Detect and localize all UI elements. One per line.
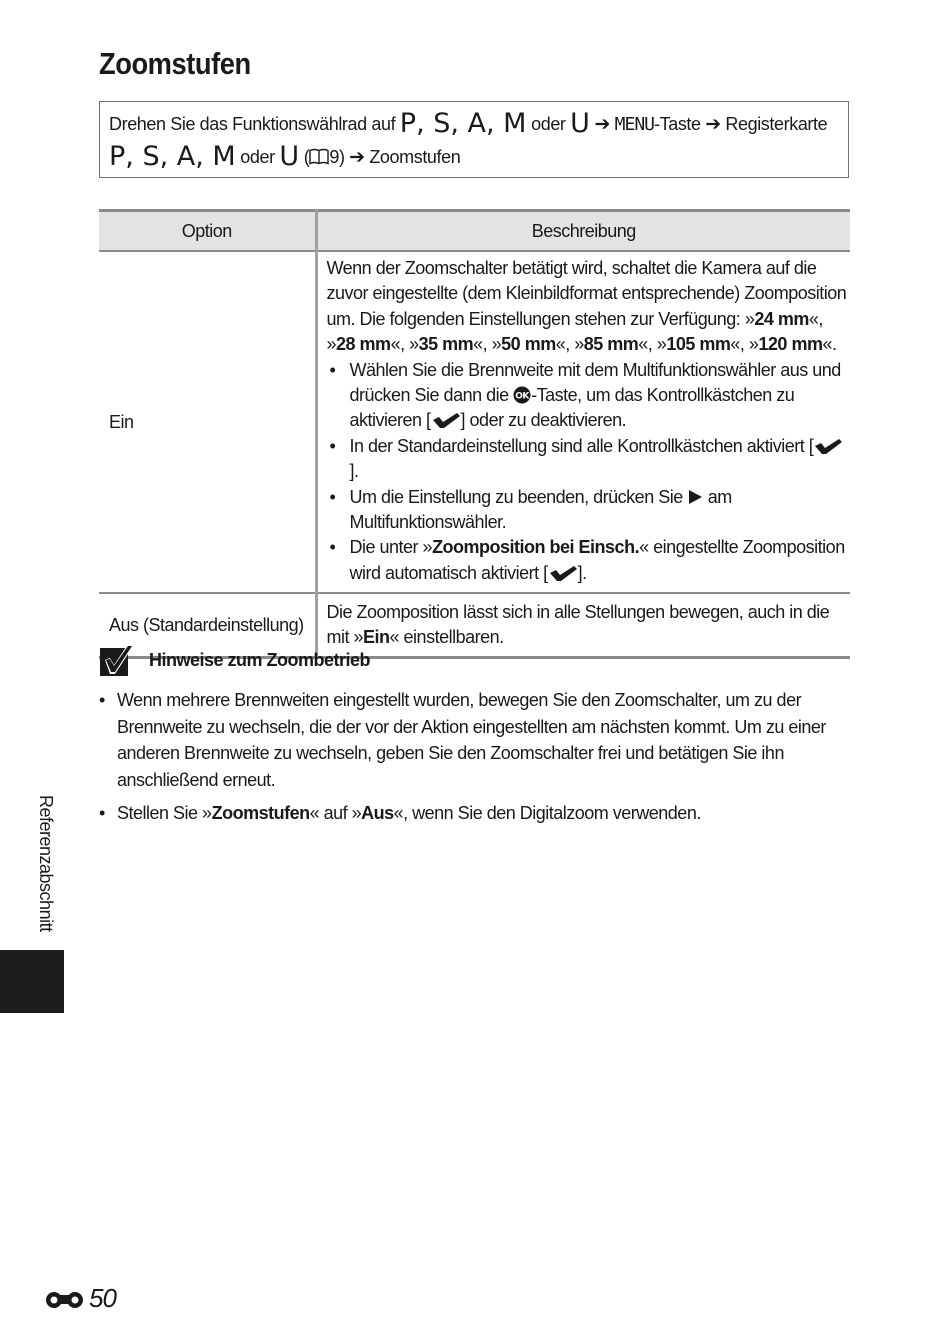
page-title: Zoomstufen — [99, 46, 251, 81]
book-reference-icon — [309, 148, 329, 165]
nav-oder: oder — [240, 147, 275, 167]
binocular-icon — [45, 1288, 87, 1310]
list-item: • Wählen Sie die Brennweite mit dem Multifunktionswähler aus und drücken Sie dann die OK -Taste, um das Kontrollkästchen zu aktivieren [ ] oder zu deaktivieren. — [327, 358, 851, 434]
table-header-row — [99, 211, 850, 252]
section-tab-marker — [0, 950, 64, 1013]
ok-button-icon — [513, 386, 531, 404]
checkmark-icon — [431, 412, 461, 429]
nav-registerkarte: Registerkarte — [725, 114, 828, 134]
menu-key-suffix: -Taste — [654, 114, 701, 134]
option-aus: Aus (Standardeinstellung) — [99, 593, 316, 658]
svg-text:OK: OK — [515, 391, 529, 402]
description-ein — [316, 251, 850, 593]
navigation-line-2 — [109, 141, 840, 174]
list-item: • Die unter »Zoomposition bei Einsch.« eingestellte Zoomposition wird automatisch aktiviert [ ]. — [327, 535, 851, 586]
nav-intro: Drehen Sie das Funktionswählrad auf — [109, 114, 396, 134]
menu-key-icon: MENU — [614, 114, 655, 135]
arrow-icon: ➔ — [705, 114, 721, 135]
options-table — [99, 209, 850, 659]
notes-section — [99, 643, 859, 834]
list-item: • Stellen Sie »Zoomstufen« auf »Aus«, wenn Sie den Digitalzoom verwenden. — [99, 800, 859, 827]
list-item: • Wenn mehrere Brennweiten eingestellt wurden, bewegen Sie den Zoomschalter, um zu der Brennweite zu wechseln, die der vor der Aktion eingestellten am nächsten kommt. Um zu einer anderen Brennweite zu wechseln, geben Sie den Zoomschalter frei und betätigen Sie ihn anschließend erneut. — [99, 687, 859, 793]
mode-u: U — [570, 108, 590, 139]
navigation-path-box — [99, 101, 849, 178]
page-number: 50 — [45, 1283, 116, 1314]
description-intro: Wenn der Zoomschalter betätigt wird, schaltet die Kamera auf die zuvor eingestellte (dem Kleinbildformat entsprechende) Zoomposition um. Die folgenden Einstellungen stehen zur Verfügung: »24 mm«, »28 mm«, »35 mm«, »50 mm«, »85 mm«, »105 mm«, »120 mm«. — [326, 258, 847, 355]
section-side-label: Referenzabschnitt — [36, 795, 56, 932]
header-option: Option — [99, 211, 316, 252]
nav-target: Zoomstufen — [369, 147, 461, 167]
navigation-line-1 — [109, 108, 840, 141]
option-ein: Ein — [99, 251, 316, 593]
multi-selector-right-icon — [687, 489, 703, 505]
table-row — [99, 251, 850, 593]
notes-list — [99, 687, 859, 827]
description-aus: Die Zoomposition lässt sich in alle Stellungen bewegen, auch in die mit »Ein« einstellbaren. — [316, 593, 850, 658]
ref-page: 9 — [329, 147, 339, 167]
note-check-icon — [99, 643, 135, 677]
arrow-icon: ➔ — [349, 147, 365, 168]
arrow-icon: ➔ — [594, 114, 611, 135]
list-item: • Um die Einstellung zu beenden, drücken Sie am Multifunktionswähler. — [327, 485, 851, 536]
ref-open: ( — [303, 147, 310, 167]
nav-oder: oder — [531, 114, 566, 134]
list-item: • In der Standardeinstellung sind alle Kontrollkästchen aktiviert []. — [327, 434, 851, 485]
checkmark-icon — [813, 438, 843, 455]
checkmark-icon — [548, 565, 578, 582]
notes-heading: Hinweise zum Zoombetrieb — [99, 643, 859, 677]
mode-list: P, S, A, M — [399, 108, 527, 139]
header-description: Beschreibung — [316, 211, 850, 252]
mode-u: U — [279, 141, 300, 172]
mode-list: P, S, A, M — [109, 141, 236, 172]
ref-close: ) — [338, 147, 345, 167]
